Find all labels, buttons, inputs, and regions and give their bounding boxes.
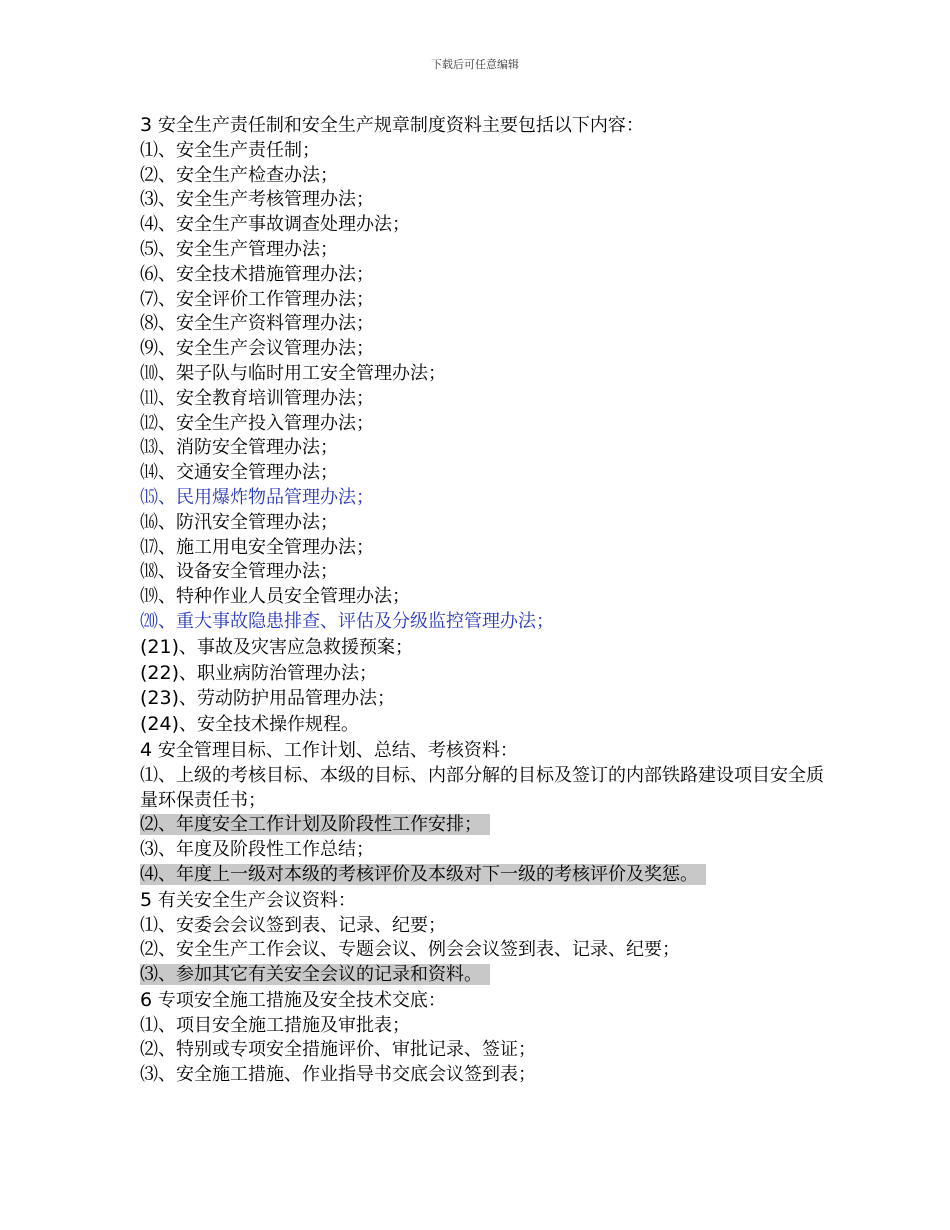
list-item-text: 、项目安全施工措施及审批表； [158, 1014, 410, 1036]
list-item [140, 486, 830, 511]
list-item-text: 、施工用电安全管理办法； [158, 536, 374, 558]
list-item-text: 、职业病防治管理办法； [179, 662, 378, 684]
list-item [140, 312, 830, 337]
list-item [140, 1038, 830, 1063]
list-item [140, 661, 830, 687]
list-item [140, 213, 830, 238]
list-item-number: ⑵ [140, 1039, 158, 1061]
list-item-text: 、事故及灾害应急救援预案； [179, 636, 414, 658]
list-item-number: ⑶ [140, 964, 158, 986]
list-item-text: 、特别或专项安全措施评价、审批记录、签证； [158, 1039, 536, 1061]
list-item [140, 560, 830, 585]
list-item [140, 387, 830, 412]
list-item-number: ⑶ [140, 1064, 158, 1086]
list-item-number: (24) [140, 713, 180, 736]
page-header-note: 下载后可任意编辑 [431, 58, 519, 71]
section-title-text: 有关安全生产会议资料： [152, 889, 356, 911]
list-item-number: ⑵ [140, 814, 158, 836]
list-item-number: ⒇ [140, 610, 158, 632]
list-item-number: ⒁ [140, 462, 158, 484]
list-item-number: ⑸ [140, 238, 158, 260]
list-item-number: ⒅ [140, 561, 158, 583]
list-item [140, 362, 830, 387]
list-item-number: ⑵ [140, 164, 158, 186]
list-item [140, 712, 830, 738]
list-item-text: 、参加其它有关安全会议的记录和资料。 [158, 964, 482, 986]
section-number: 5 [140, 888, 153, 911]
list-item-text: 、消防安全管理办法； [158, 437, 338, 459]
list-item-text: 、民用爆炸物品管理办法； [158, 486, 374, 508]
list-item-number: ⑷ [140, 863, 158, 885]
list-item-number: ⒀ [140, 437, 158, 459]
document-body [140, 113, 830, 1088]
list-item-text: 、安全生产工作会议、专题会议、例会会议签到表、记录、纪要； [158, 939, 680, 961]
list-item [140, 461, 830, 486]
list-item-number: ⒆ [140, 586, 158, 608]
list-item [140, 412, 830, 437]
list-item-text: 、安全技术操作规程。 [179, 714, 360, 736]
list-item-text: 、安全教育培训管理办法； [158, 387, 374, 409]
list-item-number: ⑵ [140, 939, 158, 961]
list-item-text: 、交通安全管理办法； [158, 462, 338, 484]
list-item [140, 963, 830, 988]
list-item [140, 838, 830, 863]
list-item-number: ⑿ [140, 412, 158, 434]
list-item [140, 813, 830, 838]
list-item [140, 938, 830, 963]
list-item [140, 238, 830, 263]
list-item-text: 、年度安全工作计划及阶段性工作安排； [158, 814, 482, 836]
list-item-text: 、安全生产投入管理办法； [158, 412, 374, 434]
list-item [140, 188, 830, 213]
list-item [140, 436, 830, 461]
list-item-number: ⑼ [140, 338, 158, 360]
list-item-text: 、年度及阶段性工作总结； [158, 839, 374, 861]
list-item-text: 、安全生产检查办法； [158, 164, 338, 186]
list-item-text: 、防汛安全管理办法； [158, 511, 338, 533]
section-number: 4 [140, 738, 153, 761]
list-item [140, 288, 830, 313]
list-item-text: 、安全生产管理办法； [158, 238, 338, 260]
list-item-number: ⒃ [140, 511, 158, 533]
list-item-number: ⑺ [140, 288, 158, 310]
list-item [140, 164, 830, 189]
list-item-text: 、上级的考核目标、本级的目标、内部分解的目标及签订的内部铁路建设项目安全质量环保责任书； [140, 764, 824, 811]
list-item [140, 536, 830, 561]
list-item-number: ⑴ [140, 764, 158, 786]
list-item [140, 511, 830, 536]
list-item-text: 、设备安全管理办法； [158, 561, 338, 583]
list-item-number: ⑶ [140, 189, 158, 211]
list-item-number: (22) [140, 661, 180, 684]
list-item-number: ⑴ [140, 139, 158, 161]
list-item [140, 635, 830, 661]
list-item-number: (21) [140, 635, 180, 658]
list-item-text: 、安全评价工作管理办法； [158, 288, 374, 310]
list-item-text: 、安全生产责任制； [158, 139, 320, 161]
list-item-text: 、安全生产资料管理办法； [158, 313, 374, 335]
section-title [140, 988, 830, 1014]
list-item-number: ⑴ [140, 914, 158, 936]
list-item [140, 139, 830, 164]
list-item-number: ⑽ [140, 362, 158, 384]
list-item-text: 、重大事故隐患排查、评估及分级监控管理办法； [158, 610, 554, 632]
list-item-text: 、安全生产事故调查处理办法； [158, 214, 410, 236]
section-number: 3 [140, 114, 153, 136]
list-item-number: ⑹ [140, 263, 158, 285]
list-item-number: ⒂ [140, 486, 158, 508]
list-item [140, 1063, 830, 1088]
list-item-text: 、安全生产会议管理办法； [158, 338, 374, 360]
list-item-number: ⑴ [140, 1014, 158, 1036]
section-title-text: 安全管理目标、工作计划、总结、考核资料： [152, 739, 518, 761]
list-item [140, 914, 830, 939]
list-item [140, 610, 830, 635]
section-title [140, 888, 830, 914]
section-title [140, 113, 830, 139]
list-item-text: 、年度上一级对本级的考核评价及本级对下一级的考核评价及奖惩。 [158, 863, 698, 885]
list-item-text: 、劳动防护用品管理办法； [179, 688, 396, 710]
list-item [140, 337, 830, 362]
list-item-number: ⑷ [140, 214, 158, 236]
list-item-text: 、安全生产考核管理办法； [158, 189, 374, 211]
list-item-number: ⑻ [140, 313, 158, 335]
section-number: 6 [140, 988, 153, 1011]
list-item [140, 1014, 830, 1039]
list-item-number: (23) [140, 687, 180, 710]
list-item-text: 、特种作业人员安全管理办法； [158, 586, 410, 608]
list-item [140, 863, 830, 888]
list-item [140, 686, 830, 712]
list-item-text: 、安全施工措施、作业指导书交底会议签到表； [158, 1064, 536, 1086]
list-item-number: ⑶ [140, 839, 158, 861]
list-item-number: ⑾ [140, 387, 158, 409]
list-item-text: 、安委会会议签到表、记录、纪要； [158, 914, 446, 936]
list-item [140, 263, 830, 288]
section-title-text: 专项安全施工措施及安全技术交底： [152, 989, 446, 1011]
list-item [140, 764, 830, 814]
section-title-text: 安全生产责任制和安全生产规章制度资料主要包括以下内容： [152, 115, 644, 136]
list-item-text: 、架子队与临时用工安全管理办法； [158, 362, 446, 384]
list-item-text: 、安全技术措施管理办法； [158, 263, 374, 285]
list-item [140, 585, 830, 610]
section-title [140, 738, 830, 764]
list-item-number: ⒄ [140, 536, 158, 558]
